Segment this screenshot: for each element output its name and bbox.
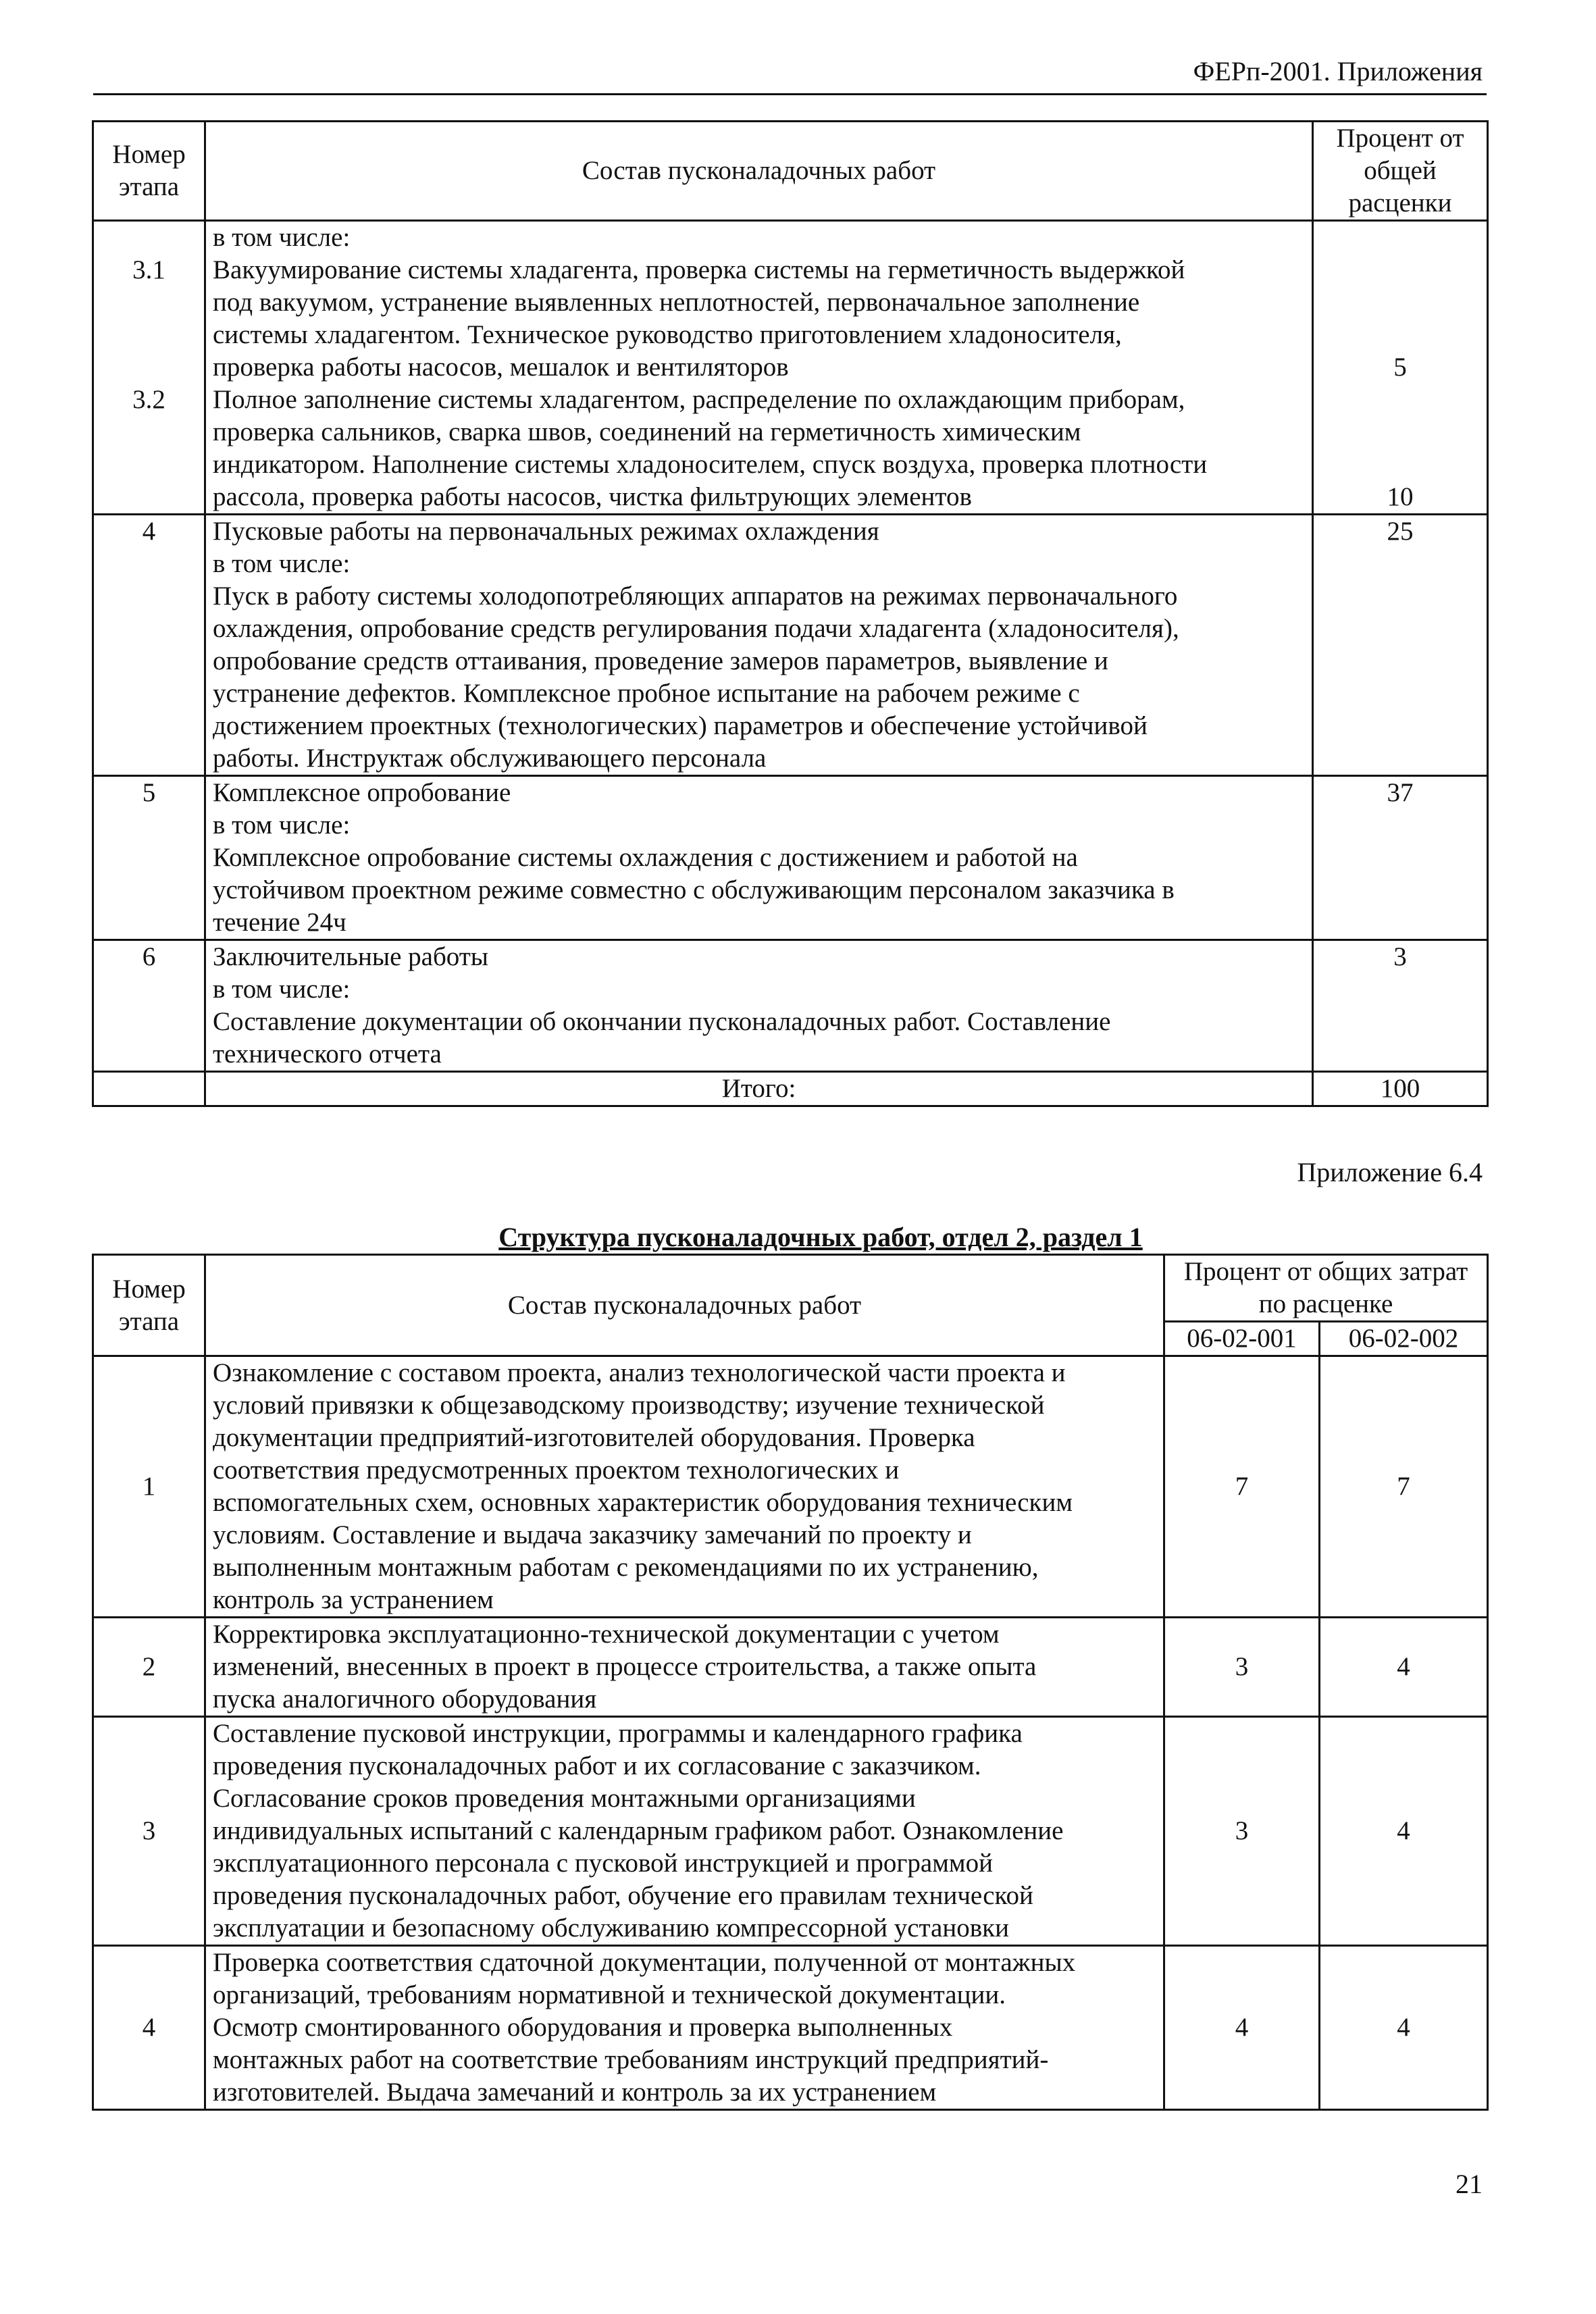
text-line: проверка работы насосов, мешалок и вентиляторов <box>213 353 789 382</box>
text-line: монтажных работ на соответствие требованиям инструкций предприятий- <box>213 2045 1049 2074</box>
table-row <box>93 1618 1488 1717</box>
text-line: Составление пусковой инструкции, программы и календарного графика <box>213 1719 1023 1748</box>
text-line: устойчивом проектном режиме совместно с обслуживающим персоналом заказчика в <box>213 875 1175 904</box>
text-line: контроль за устранением <box>213 1585 494 1614</box>
percent-value-06-02-001: 4 <box>1164 1946 1320 2110</box>
header-work-composition: Состав пусконаладочных работ <box>205 1255 1164 1356</box>
text-line: Проверка соответствия сдаточной документации, полученной от монтажных <box>213 1948 1076 1977</box>
text-line: Пуск в работу системы холодопотребляющих аппаратов на режимах первоначального <box>213 582 1178 611</box>
text-line: эксплуатационного персонала с пусковой инструкцией и программой <box>213 1849 993 1878</box>
text-line: пуска аналогичного оборудования <box>213 1685 597 1714</box>
stages-table-continued <box>92 120 1489 1107</box>
text-line: течение 24ч <box>213 908 346 937</box>
text-line: вспомогательных схем, основных характеристик оборудования техническим <box>213 1488 1073 1517</box>
total-label: Итого: <box>205 1072 1313 1106</box>
text-line: в том числе: <box>213 223 351 252</box>
header-percent: Процент от общей расценки <box>1313 122 1488 221</box>
stage-number: 3.2 <box>132 385 165 414</box>
work-description <box>205 1618 1164 1717</box>
text-line: индикатором. Наполнение системы хладоносителем, спуск воздуха, проверка плотности <box>213 450 1208 479</box>
text-line: Комплексное опробование системы охлаждения с достижением и работой на <box>213 843 1078 872</box>
stage-number: 4 <box>93 515 205 776</box>
percent-value-06-02-002: 4 <box>1320 1717 1488 1946</box>
percent-value: 5 <box>1393 353 1407 382</box>
header-rule <box>93 93 1487 95</box>
text-line: выполненным монтажным работам с рекомендациями по их устранению, <box>213 1553 1039 1582</box>
text-line: опробование средств оттаивания, проведение замеров параметров, выявление и <box>213 646 1108 675</box>
empty-cell <box>93 1072 205 1106</box>
text-line: проведения пусконаладочных работ, обучение его правилам технической <box>213 1881 1033 1910</box>
percent-value-06-02-001: 3 <box>1164 1717 1320 1946</box>
text-line: Вакуумирование системы хладагента, проверка системы на герметичность выдержкой <box>213 255 1185 284</box>
text-line: организаций, требованиям нормативной и технической документации. <box>213 1980 1006 2009</box>
table-row <box>93 940 1488 1072</box>
stage-number: 3.1 <box>132 255 165 284</box>
percent-value: 3 <box>1313 940 1488 1072</box>
total-value: 100 <box>1313 1072 1488 1106</box>
text-line: условиям. Составление и выдача заказчику замечаний по проекту и <box>213 1520 972 1549</box>
work-description <box>205 1946 1164 2110</box>
text-line: технического отчета <box>213 1039 442 1069</box>
text-line: Комплексное опробование <box>213 778 511 807</box>
percent-value-06-02-001: 3 <box>1164 1618 1320 1717</box>
text-line: соответствия предусмотренных проектом технологических и <box>213 1456 900 1485</box>
percent-value-06-02-002: 4 <box>1320 1946 1488 2110</box>
text-line: под вакуумом, устранение выявленных неплотностей, первоначальное заполнение <box>213 288 1140 317</box>
table-row <box>93 1356 1488 1618</box>
text-line: изготовителей. Выдача замечаний и контроль за их устранением <box>213 2078 937 2107</box>
table-header-row <box>93 122 1488 221</box>
annex-label: Приложение 6.4 <box>1297 1157 1483 1187</box>
text-line: изменений, внесенных в проект в процессе строительства, а также опыта <box>213 1652 1037 1681</box>
text-line: Ознакомление с составом проекта, анализ технологической части проекта и <box>213 1358 1066 1387</box>
text-line: Корректировка эксплуатационно-технической документации с учетом <box>213 1620 1000 1649</box>
running-header: ФЕРп-2001. Приложения <box>1193 56 1483 86</box>
percent-cell <box>1313 221 1488 515</box>
percent-value: 10 <box>1387 482 1414 511</box>
text-line: в том числе: <box>213 975 351 1004</box>
text-line: эксплуатации и безопасному обслуживанию компрессорной установки <box>213 1913 1009 1943</box>
page-number: 21 <box>1456 2169 1483 2199</box>
text-line: в том числе: <box>213 549 351 578</box>
header-code-1: 06-02-001 <box>1164 1322 1320 1356</box>
percent-value: 37 <box>1313 776 1488 940</box>
stage-number: 6 <box>93 940 205 1072</box>
text-line: охлаждения, опробование средств регулирования подачи хладагента (хладоносителя), <box>213 614 1179 643</box>
text-line: Полное заполнение системы хладагентом, распределение по охлаждающим приборам, <box>213 385 1185 414</box>
stage-number: 2 <box>93 1618 205 1717</box>
work-description <box>205 940 1313 1072</box>
work-description <box>205 1717 1164 1946</box>
text-line: индивидуальных испытаний с календарным графиком работ. Ознакомление <box>213 1816 1064 1845</box>
text-line: Пусковые работы на первоначальных режимах охлаждения <box>213 517 879 546</box>
header-stage-number: Номер этапа <box>93 1255 205 1356</box>
work-description <box>205 776 1313 940</box>
percent-value-06-02-002: 4 <box>1320 1618 1488 1717</box>
table-row <box>93 221 1488 515</box>
work-description <box>205 515 1313 776</box>
text-line: проверка сальников, сварка швов, соединений на герметичность химическим <box>213 417 1081 446</box>
stage-number-cell <box>93 221 205 515</box>
header-work-composition: Состав пусконаладочных работ <box>205 122 1313 221</box>
stage-number: 1 <box>93 1356 205 1618</box>
text-line: устранение дефектов. Комплексное пробное испытание на рабочем режиме с <box>213 679 1080 708</box>
text-line: условий привязки к общезаводскому производству; изучение технической <box>213 1391 1045 1420</box>
stages-table-annex <box>92 1254 1489 2111</box>
header-percent-group: Процент от общих затрат по расценке <box>1164 1255 1488 1322</box>
table-row <box>93 1946 1488 2110</box>
work-description <box>205 221 1313 515</box>
percent-value: 25 <box>1313 515 1488 776</box>
table-row <box>93 776 1488 940</box>
text-line: Согласование сроков проведения монтажными организациями <box>213 1784 916 1813</box>
text-line: рассола, проверка работы насосов, чистка фильтрующих элементов <box>213 482 972 511</box>
percent-value-06-02-002: 7 <box>1320 1356 1488 1618</box>
text-line: достижением проектных (технологических) параметров и обеспечение устойчивой <box>213 711 1148 740</box>
text-line: Составление документации об окончании пусконаладочных работ. Составление <box>213 1007 1111 1036</box>
header-code-2: 06-02-002 <box>1320 1322 1488 1356</box>
text-line: проведения пусконаладочных работ и их согласование с заказчиком. <box>213 1751 981 1780</box>
annex-title: Структура пусконаладочных работ, отдел 2, раздел 1 <box>498 1222 1143 1252</box>
percent-value-06-02-001: 7 <box>1164 1356 1320 1618</box>
text-line: документации предприятий-изготовителей оборудования. Проверка <box>213 1423 975 1452</box>
stage-number: 5 <box>93 776 205 940</box>
header-stage-number: Номер этапа <box>93 122 205 221</box>
text-line: Заключительные работы <box>213 942 489 971</box>
text-line: Осмотр смонтированного оборудования и проверка выполненных <box>213 2013 953 2042</box>
stage-number: 3 <box>93 1717 205 1946</box>
text-line: в том числе: <box>213 811 351 840</box>
stage-number: 4 <box>93 1946 205 2110</box>
table-row <box>93 1717 1488 1946</box>
text-line: работы. Инструктаж обслуживающего персонала <box>213 744 767 773</box>
text-line: системы хладагентом. Техническое руководство приготовлением хладоносителя, <box>213 320 1122 349</box>
work-description <box>205 1356 1164 1618</box>
total-row <box>93 1072 1488 1106</box>
table-row <box>93 515 1488 776</box>
table-header-row <box>93 1255 1488 1322</box>
